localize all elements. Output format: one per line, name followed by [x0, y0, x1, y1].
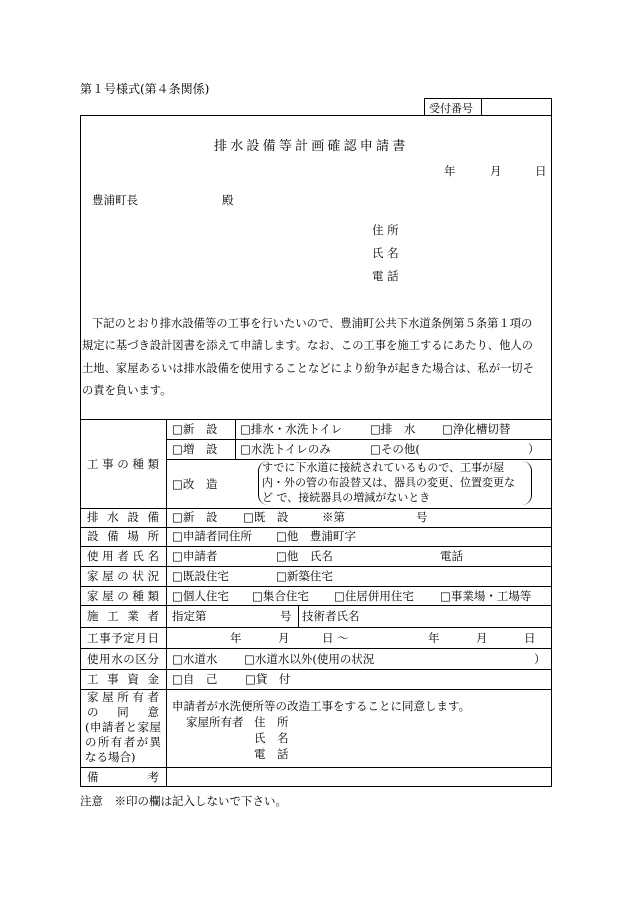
- label-drainage: 排水設備: [87, 510, 159, 524]
- rule-schedule: [80, 627, 552, 628]
- contractor-designation: 指定第: [172, 609, 207, 623]
- body-line-2: 規定に基づき設計図書を添えて申請します。なお、この工事を施工するにあたり、他人の: [82, 339, 533, 352]
- checkbox-loan[interactable]: □貸 付: [245, 672, 291, 686]
- date-month: 月: [490, 164, 502, 178]
- schedule-end-month: 月: [476, 631, 488, 645]
- water-close-paren: ）: [534, 652, 546, 666]
- owner-name-label: 氏 名: [254, 731, 289, 745]
- form-title: 排水設備等計画確認申請書: [214, 139, 409, 154]
- checkbox-same-address[interactable]: □申請者同住所: [172, 529, 252, 543]
- checkbox-drain-toilet[interactable]: □排水・水洗トイレ: [240, 422, 343, 436]
- label-owner-5: なる場合): [85, 750, 136, 764]
- label-owner-4: の所有者が異: [85, 735, 161, 749]
- rule-contractor-subcolumn: [298, 605, 299, 627]
- rule-water: [80, 648, 552, 649]
- applicant-name-label: 氏 名: [372, 246, 399, 260]
- form-number: 第１号様式(第４条関係): [80, 82, 210, 96]
- checkbox-mixed-use[interactable]: □住居併用住宅: [334, 589, 414, 603]
- modification-note-2: 内・外の管の布設替又は、器具の変更、位置変更な: [262, 476, 515, 489]
- owner-consent-text: 申請者が水洗便所等の改造工事をすることに同意します。: [172, 699, 471, 713]
- label-funds: 工事資金: [87, 672, 159, 686]
- addressee: 豊浦町長: [92, 193, 138, 207]
- modification-note-1: すでに下水道に接続されているもので、工事が屋: [262, 461, 505, 474]
- body-line-4: の責を負います。: [82, 384, 172, 397]
- checkbox-other-location[interactable]: □他 豊浦町字: [276, 529, 356, 543]
- body-line-1: 下記のとおり排水設備等の工事を行いたいので、豊浦町公共下水道条例第５条第１項の: [92, 317, 533, 330]
- honorific: 殿: [222, 193, 234, 207]
- checkbox-apartment[interactable]: □集合住宅: [252, 589, 309, 603]
- date-year: 年: [444, 164, 456, 178]
- checkbox-modification[interactable]: □改 造: [172, 477, 218, 491]
- drain-number-suffix: 号: [416, 510, 428, 524]
- checkbox-new[interactable]: □新 設: [172, 422, 218, 436]
- technician-name-label: 技術者氏名: [302, 609, 360, 623]
- checkbox-drain-existing[interactable]: □既 設: [243, 510, 289, 524]
- label-contractor: 施工業者: [87, 609, 159, 623]
- owner-address-label: 住 所: [254, 715, 289, 729]
- label-owner-1: 家屋所有者: [87, 690, 159, 704]
- schedule-end-day: 日: [524, 631, 536, 645]
- rule-label-column: [166, 419, 167, 787]
- checkbox-private-house[interactable]: □個人住宅: [172, 589, 229, 603]
- contractor-number-suffix: 号: [280, 609, 292, 623]
- checkbox-extension[interactable]: □増 設: [172, 442, 218, 456]
- label-water: 使用水の区分: [87, 652, 159, 666]
- drain-number-prefix: ※第: [322, 510, 345, 524]
- other-close-paren: ）: [528, 442, 540, 456]
- checkbox-applicant[interactable]: □申請者: [172, 549, 218, 563]
- schedule-start-day: 日 〜: [322, 631, 349, 645]
- checkbox-toilet-only[interactable]: □水洗トイレのみ: [240, 442, 331, 456]
- label-remarks: 備考: [87, 770, 159, 784]
- label-location: 設備場所: [87, 529, 159, 543]
- checkbox-self-funded[interactable]: □自 己: [172, 672, 218, 686]
- body-line-3: 土地、家屋あるいは排水設備を使用することなどにより紛争が起きた場合は、私が一切そ: [82, 362, 534, 375]
- checkbox-other-user[interactable]: □他 氏名: [276, 549, 333, 563]
- applicant-phone-label: 電 話: [372, 269, 399, 283]
- rule-work-subcolumn: [235, 419, 236, 459]
- label-user: 使用者氏名: [87, 549, 159, 563]
- owner-phone-label: 電 話: [254, 747, 289, 761]
- user-phone-label: 電話: [440, 549, 463, 563]
- footer-note: 注意 ※印の欄は記入しないで下さい。: [80, 794, 287, 808]
- checkbox-drain[interactable]: □排 水: [370, 422, 416, 436]
- rule-work-new: [166, 439, 552, 440]
- date-day: 日: [535, 164, 547, 178]
- label-schedule: 工事予定月日: [87, 631, 159, 645]
- rule-contractor: [80, 605, 552, 606]
- receipt-box: [424, 98, 552, 116]
- checkbox-new-house[interactable]: □新築住宅: [276, 569, 333, 583]
- checkbox-non-tap-water[interactable]: □水道水以外(使用の状況: [244, 652, 375, 666]
- label-owner-3: (申請者と家屋: [85, 720, 161, 734]
- label-house-status: 家屋の状況: [87, 569, 159, 583]
- checkbox-tap-water[interactable]: □水道水: [172, 652, 218, 666]
- rule-work-add: [166, 459, 552, 460]
- modification-note-3: ど で、接続器具の増減がないとき: [262, 491, 431, 504]
- checkbox-septic-switch[interactable]: □浄化槽切替: [442, 422, 511, 436]
- checkbox-business[interactable]: □事業場・工場等: [440, 589, 532, 603]
- checkbox-other[interactable]: □その他(: [370, 442, 420, 456]
- label-owner-2: の 同 意: [87, 705, 159, 719]
- schedule-start-year: 年: [230, 631, 242, 645]
- owner-label: 家屋所有者: [186, 715, 244, 729]
- receipt-label: 受付番号: [429, 102, 473, 115]
- receipt-number-field[interactable]: [482, 99, 550, 115]
- applicant-address-label: 住 所: [372, 223, 399, 237]
- checkbox-existing-house[interactable]: □既設住宅: [172, 569, 229, 583]
- label-work-type: 工事の種類: [87, 457, 159, 471]
- checkbox-drain-new[interactable]: □新 設: [172, 510, 218, 524]
- label-house-type: 家屋の種類: [87, 589, 159, 603]
- schedule-start-month: 月: [278, 631, 290, 645]
- schedule-end-year: 年: [428, 631, 440, 645]
